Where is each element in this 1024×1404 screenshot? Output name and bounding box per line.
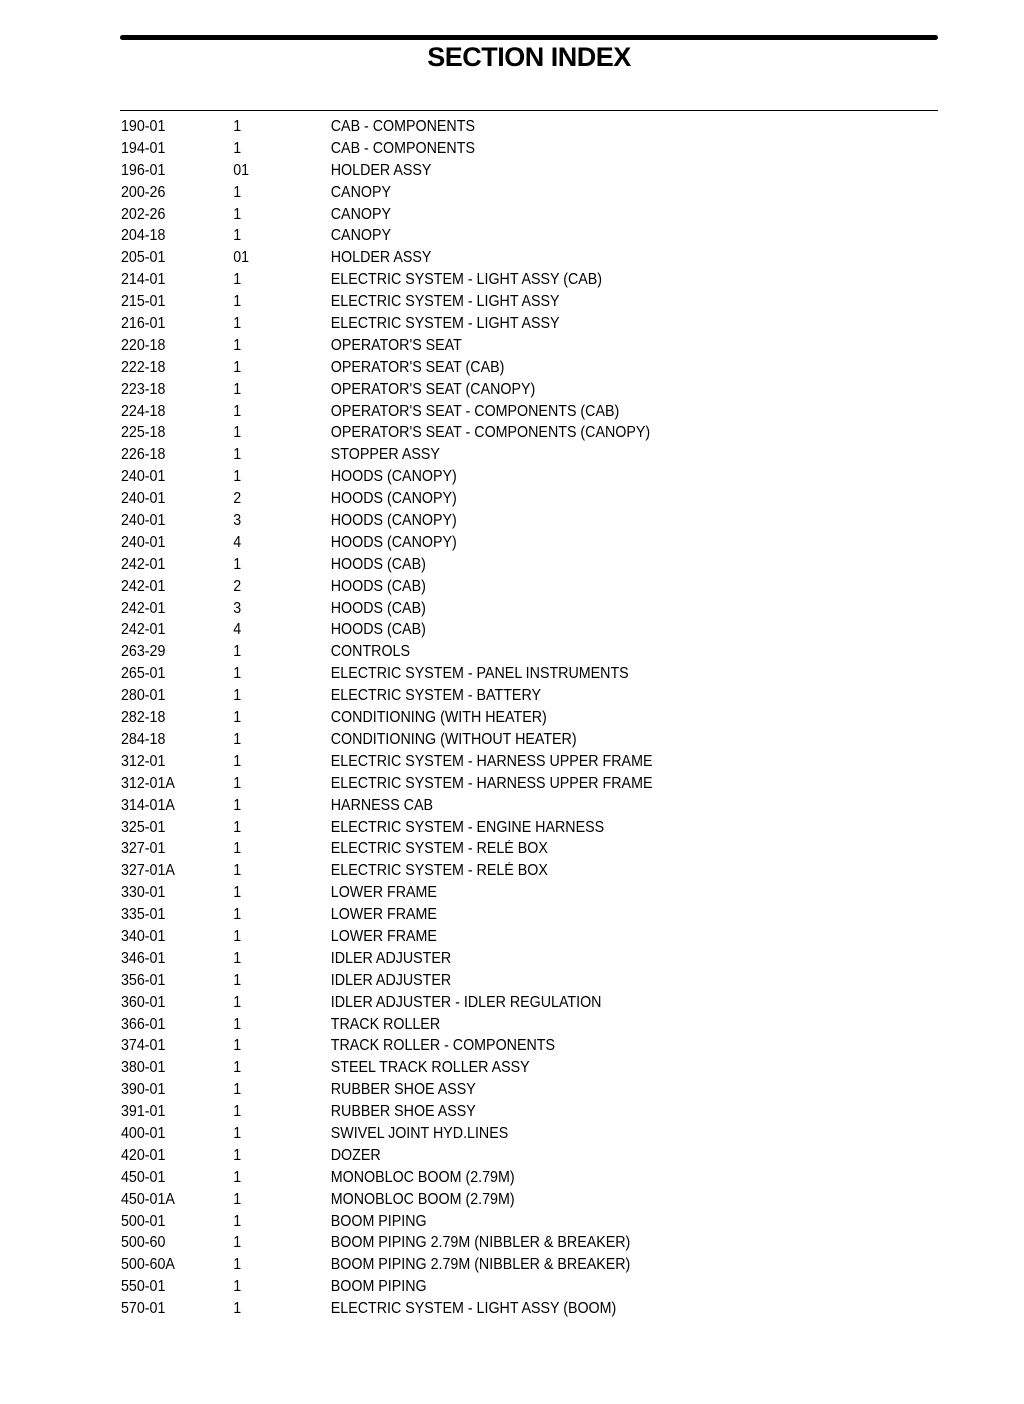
index-row[interactable] bbox=[121, 554, 875, 576]
section-variant: 1 bbox=[233, 1124, 242, 1142]
section-variant: 1 bbox=[233, 862, 242, 880]
section-variant: 1 bbox=[233, 884, 242, 902]
section-description: HOODS (CANOPY) bbox=[330, 533, 457, 551]
section-variant: 1 bbox=[233, 1103, 242, 1121]
section-description: BOOM PIPING bbox=[330, 1278, 427, 1296]
section-code: 360-01 bbox=[121, 993, 166, 1011]
index-row[interactable] bbox=[121, 970, 875, 992]
section-code: 314-01A bbox=[121, 796, 175, 814]
section-variant: 1 bbox=[233, 380, 242, 398]
section-code: 500-60A bbox=[121, 1256, 175, 1274]
section-description: ELECTRIC SYSTEM - RELÉ BOX bbox=[330, 862, 548, 880]
section-description: CAB - COMPONENTS bbox=[330, 139, 475, 157]
section-description: LOWER FRAME bbox=[330, 906, 437, 924]
section-description: TRACK ROLLER bbox=[330, 1015, 441, 1033]
section-variant: 1 bbox=[233, 1190, 242, 1208]
section-description: ELECTRIC SYSTEM - ENGINE HARNESS bbox=[330, 818, 605, 836]
section-description: ELECTRIC SYSTEM - LIGHT ASSY bbox=[330, 293, 560, 311]
section-code: 391-01 bbox=[121, 1103, 166, 1121]
section-variant: 3 bbox=[233, 599, 242, 617]
section-description: SWIVEL JOINT HYD.LINES bbox=[330, 1124, 509, 1142]
index-row[interactable] bbox=[121, 247, 875, 269]
section-description: ELECTRIC SYSTEM - PANEL INSTRUMENTS bbox=[330, 665, 629, 683]
section-variant: 1 bbox=[233, 205, 242, 223]
index-row[interactable] bbox=[121, 160, 875, 182]
section-description: OPERATOR'S SEAT - COMPONENTS (CANOPY) bbox=[330, 424, 651, 442]
section-variant: 1 bbox=[233, 358, 242, 376]
section-variant: 1 bbox=[233, 687, 242, 705]
section-description: BOOM PIPING 2.79M (NIBBLER & BREAKER) bbox=[330, 1234, 631, 1252]
section-code: 340-01 bbox=[121, 927, 166, 945]
section-variant: 1 bbox=[233, 796, 242, 814]
section-variant: 3 bbox=[233, 512, 242, 530]
section-description: BOOM PIPING bbox=[330, 1212, 427, 1230]
section-code: 550-01 bbox=[121, 1278, 166, 1296]
section-variant: 1 bbox=[233, 315, 242, 333]
section-description: HOODS (CANOPY) bbox=[330, 468, 457, 486]
section-code: 570-01 bbox=[121, 1300, 166, 1318]
section-code: 380-01 bbox=[121, 1059, 166, 1077]
index-row[interactable] bbox=[121, 401, 875, 423]
section-variant: 1 bbox=[233, 336, 242, 354]
section-code: 242-01 bbox=[121, 555, 166, 573]
section-code: 374-01 bbox=[121, 1037, 166, 1055]
section-description: HOODS (CAB) bbox=[330, 577, 426, 595]
index-row[interactable] bbox=[121, 291, 875, 313]
section-variant: 1 bbox=[233, 402, 242, 420]
section-variant: 2 bbox=[233, 577, 242, 595]
index-row[interactable] bbox=[121, 992, 875, 1014]
section-description: ELECTRIC SYSTEM - LIGHT ASSY bbox=[330, 315, 560, 333]
section-description: IDLER ADJUSTER bbox=[330, 971, 452, 989]
section-variant: 1 bbox=[233, 555, 242, 573]
index-row[interactable] bbox=[121, 729, 875, 751]
index-row[interactable] bbox=[121, 422, 875, 444]
section-code: 242-01 bbox=[121, 621, 166, 639]
section-code: 226-18 bbox=[121, 446, 166, 464]
section-variant: 01 bbox=[233, 249, 250, 267]
section-variant: 1 bbox=[233, 971, 242, 989]
section-code: 327-01 bbox=[121, 840, 166, 858]
index-row[interactable] bbox=[121, 641, 875, 663]
index-row[interactable] bbox=[121, 685, 875, 707]
index-row[interactable] bbox=[121, 313, 875, 335]
section-code: 222-18 bbox=[121, 358, 166, 376]
index-row[interactable] bbox=[121, 773, 875, 795]
index-row[interactable] bbox=[121, 335, 875, 357]
section-description: OPERATOR'S SEAT (CANOPY) bbox=[330, 380, 536, 398]
section-variant: 1 bbox=[233, 271, 242, 289]
section-description: HOLDER ASSY bbox=[330, 161, 432, 179]
index-row[interactable] bbox=[121, 948, 875, 970]
section-description: ELECTRIC SYSTEM - HARNESS UPPER FRAME bbox=[330, 752, 653, 770]
section-variant: 1 bbox=[233, 183, 242, 201]
section-code: 240-01 bbox=[121, 490, 166, 508]
index-row[interactable] bbox=[121, 1014, 875, 1036]
section-description: HARNESS CAB bbox=[330, 796, 433, 814]
section-variant: 1 bbox=[233, 1081, 242, 1099]
section-code: 280-01 bbox=[121, 687, 166, 705]
page-title: SECTION INDEX bbox=[427, 42, 631, 72]
section-code: 284-18 bbox=[121, 730, 166, 748]
section-code: 204-18 bbox=[121, 227, 166, 245]
section-description: LOWER FRAME bbox=[330, 884, 437, 902]
index-row[interactable] bbox=[121, 1189, 875, 1211]
section-code: 346-01 bbox=[121, 949, 166, 967]
section-description: RUBBER SHOE ASSY bbox=[330, 1103, 476, 1121]
section-code: 420-01 bbox=[121, 1146, 166, 1164]
section-description: IDLER ADJUSTER - IDLER REGULATION bbox=[330, 993, 602, 1011]
index-row[interactable] bbox=[121, 182, 875, 204]
index-row[interactable] bbox=[121, 619, 875, 641]
section-variant: 1 bbox=[233, 1278, 242, 1296]
index-row[interactable] bbox=[121, 1232, 875, 1254]
section-code: 190-01 bbox=[121, 118, 166, 135]
section-code: 263-29 bbox=[121, 643, 166, 661]
section-code: 312-01A bbox=[121, 774, 175, 792]
index-row[interactable] bbox=[121, 1276, 875, 1298]
section-variant: 1 bbox=[233, 993, 242, 1011]
section-variant: 1 bbox=[233, 1037, 242, 1055]
section-description: HOODS (CAB) bbox=[330, 599, 426, 617]
section-variant: 1 bbox=[233, 424, 242, 442]
index-row[interactable] bbox=[121, 1101, 875, 1123]
section-code: 223-18 bbox=[121, 380, 166, 398]
section-variant: 1 bbox=[233, 118, 242, 135]
section-code: 500-60 bbox=[121, 1234, 166, 1252]
section-description: CANOPY bbox=[330, 227, 391, 245]
section-code: 220-18 bbox=[121, 336, 166, 354]
section-variant: 1 bbox=[233, 1212, 242, 1230]
section-variant: 1 bbox=[233, 774, 242, 792]
section-code: 216-01 bbox=[121, 315, 166, 333]
section-description: LOWER FRAME bbox=[330, 927, 437, 945]
section-description: DOZER bbox=[330, 1146, 381, 1164]
index-row[interactable] bbox=[121, 225, 875, 247]
index-row[interactable] bbox=[121, 795, 875, 817]
section-description: MONOBLOC BOOM (2.79M) bbox=[330, 1168, 515, 1186]
section-code: 366-01 bbox=[121, 1015, 166, 1033]
index-row[interactable] bbox=[121, 926, 875, 948]
index-row[interactable] bbox=[121, 1035, 875, 1057]
index-row[interactable] bbox=[121, 269, 875, 291]
section-code: 450-01 bbox=[121, 1168, 166, 1186]
section-variant: 4 bbox=[233, 533, 242, 551]
section-variant: 1 bbox=[233, 643, 242, 661]
section-description: CANOPY bbox=[330, 183, 391, 201]
section-code: 390-01 bbox=[121, 1081, 166, 1099]
section-variant: 4 bbox=[233, 621, 242, 639]
section-code: 242-01 bbox=[121, 599, 166, 617]
section-variant: 01 bbox=[233, 161, 250, 179]
section-description: RUBBER SHOE ASSY bbox=[330, 1081, 476, 1099]
section-code: 194-01 bbox=[121, 139, 166, 157]
index-row[interactable] bbox=[121, 882, 875, 904]
section-index-list bbox=[121, 116, 941, 1320]
section-variant: 1 bbox=[233, 752, 242, 770]
section-description: CONDITIONING (WITH HEATER) bbox=[330, 709, 547, 727]
section-code: 327-01A bbox=[121, 862, 175, 880]
section-description: BOOM PIPING 2.79M (NIBBLER & BREAKER) bbox=[330, 1256, 631, 1274]
index-row[interactable] bbox=[121, 116, 875, 138]
section-description: OPERATOR'S SEAT (CAB) bbox=[330, 358, 505, 376]
section-variant: 1 bbox=[233, 906, 242, 924]
section-description: HOODS (CANOPY) bbox=[330, 490, 457, 508]
index-row[interactable] bbox=[121, 488, 875, 510]
section-variant: 1 bbox=[233, 1059, 242, 1077]
section-code: 400-01 bbox=[121, 1124, 166, 1142]
section-code: 225-18 bbox=[121, 424, 166, 442]
index-row[interactable] bbox=[121, 532, 875, 554]
index-row[interactable] bbox=[121, 1298, 875, 1320]
index-row[interactable] bbox=[121, 357, 875, 379]
section-variant: 1 bbox=[233, 665, 242, 683]
section-description: HOLDER ASSY bbox=[330, 249, 432, 267]
section-code: 265-01 bbox=[121, 665, 166, 683]
section-code: 200-26 bbox=[121, 183, 166, 201]
section-description: HOODS (CAB) bbox=[330, 555, 426, 573]
section-description: ELECTRIC SYSTEM - HARNESS UPPER FRAME bbox=[330, 774, 653, 792]
section-variant: 1 bbox=[233, 1300, 242, 1318]
section-variant: 1 bbox=[233, 1256, 242, 1274]
section-description: CANOPY bbox=[330, 205, 391, 223]
section-variant: 1 bbox=[233, 1234, 242, 1252]
section-code: 240-01 bbox=[121, 468, 166, 486]
section-description: HOODS (CAB) bbox=[330, 621, 426, 639]
header-divider bbox=[120, 110, 938, 111]
section-description: HOODS (CANOPY) bbox=[330, 512, 457, 530]
section-description: ELECTRIC SYSTEM - LIGHT ASSY (BOOM) bbox=[330, 1300, 617, 1318]
index-row[interactable] bbox=[121, 1145, 875, 1167]
section-description: ELECTRIC SYSTEM - BATTERY bbox=[330, 687, 542, 705]
index-row[interactable] bbox=[121, 860, 875, 882]
section-code: 312-01 bbox=[121, 752, 166, 770]
section-code: 202-26 bbox=[121, 205, 166, 223]
section-variant: 1 bbox=[233, 293, 242, 311]
index-row[interactable] bbox=[121, 1167, 875, 1189]
section-description: IDLER ADJUSTER bbox=[330, 949, 452, 967]
section-description: MONOBLOC BOOM (2.79M) bbox=[330, 1190, 515, 1208]
section-code: 242-01 bbox=[121, 577, 166, 595]
index-row[interactable] bbox=[121, 138, 875, 160]
section-variant: 1 bbox=[233, 949, 242, 967]
section-description: CONTROLS bbox=[330, 643, 410, 661]
section-description: ELECTRIC SYSTEM - RELÉ BOX bbox=[330, 840, 548, 858]
index-row[interactable] bbox=[121, 1254, 875, 1276]
index-row[interactable] bbox=[121, 510, 875, 532]
section-code: 330-01 bbox=[121, 884, 166, 902]
section-code: 215-01 bbox=[121, 293, 166, 311]
index-row[interactable] bbox=[121, 1079, 875, 1101]
index-row[interactable] bbox=[121, 1123, 875, 1145]
index-row[interactable] bbox=[121, 444, 875, 466]
section-description: TRACK ROLLER - COMPONENTS bbox=[330, 1037, 555, 1055]
index-row[interactable] bbox=[121, 576, 875, 598]
section-code: 240-01 bbox=[121, 512, 166, 530]
index-row[interactable] bbox=[121, 707, 875, 729]
section-variant: 1 bbox=[233, 840, 242, 858]
section-code: 335-01 bbox=[121, 906, 166, 924]
section-description: CAB - COMPONENTS bbox=[330, 118, 475, 135]
section-description: OPERATOR'S SEAT - COMPONENTS (CAB) bbox=[330, 402, 620, 420]
section-code: 205-01 bbox=[121, 249, 166, 267]
section-description: CONDITIONING (WITHOUT HEATER) bbox=[330, 730, 577, 748]
section-code: 500-01 bbox=[121, 1212, 166, 1230]
index-row[interactable] bbox=[121, 838, 875, 860]
section-description: ELECTRIC SYSTEM - LIGHT ASSY (CAB) bbox=[330, 271, 603, 289]
section-variant: 1 bbox=[233, 927, 242, 945]
index-row[interactable] bbox=[121, 204, 875, 226]
index-row[interactable] bbox=[121, 904, 875, 926]
section-variant: 1 bbox=[233, 446, 242, 464]
index-row[interactable] bbox=[121, 1057, 875, 1079]
index-row[interactable] bbox=[121, 466, 875, 488]
index-row[interactable] bbox=[121, 817, 875, 839]
section-code: 196-01 bbox=[121, 161, 166, 179]
index-row[interactable] bbox=[121, 1211, 875, 1233]
section-variant: 2 bbox=[233, 490, 242, 508]
section-variant: 1 bbox=[233, 468, 242, 486]
section-variant: 1 bbox=[233, 1168, 242, 1186]
section-code: 224-18 bbox=[121, 402, 166, 420]
section-code: 214-01 bbox=[121, 271, 166, 289]
section-variant: 1 bbox=[233, 1015, 242, 1033]
index-row[interactable] bbox=[121, 598, 875, 620]
section-variant: 1 bbox=[233, 139, 242, 157]
section-code: 282-18 bbox=[121, 709, 166, 727]
section-code: 240-01 bbox=[121, 533, 166, 551]
section-code: 325-01 bbox=[121, 818, 166, 836]
section-description: STOPPER ASSY bbox=[330, 446, 440, 464]
section-code: 450-01A bbox=[121, 1190, 175, 1208]
index-row[interactable] bbox=[121, 379, 875, 401]
section-description: STEEL TRACK ROLLER ASSY bbox=[330, 1059, 530, 1077]
section-variant: 1 bbox=[233, 818, 242, 836]
section-variant: 1 bbox=[233, 709, 242, 727]
section-description: OPERATOR'S SEAT bbox=[330, 336, 462, 354]
index-row[interactable] bbox=[121, 751, 875, 773]
section-variant: 1 bbox=[233, 227, 242, 245]
index-row[interactable] bbox=[121, 663, 875, 685]
section-variant: 1 bbox=[233, 1146, 242, 1164]
section-variant: 1 bbox=[233, 730, 242, 748]
section-code: 356-01 bbox=[121, 971, 166, 989]
